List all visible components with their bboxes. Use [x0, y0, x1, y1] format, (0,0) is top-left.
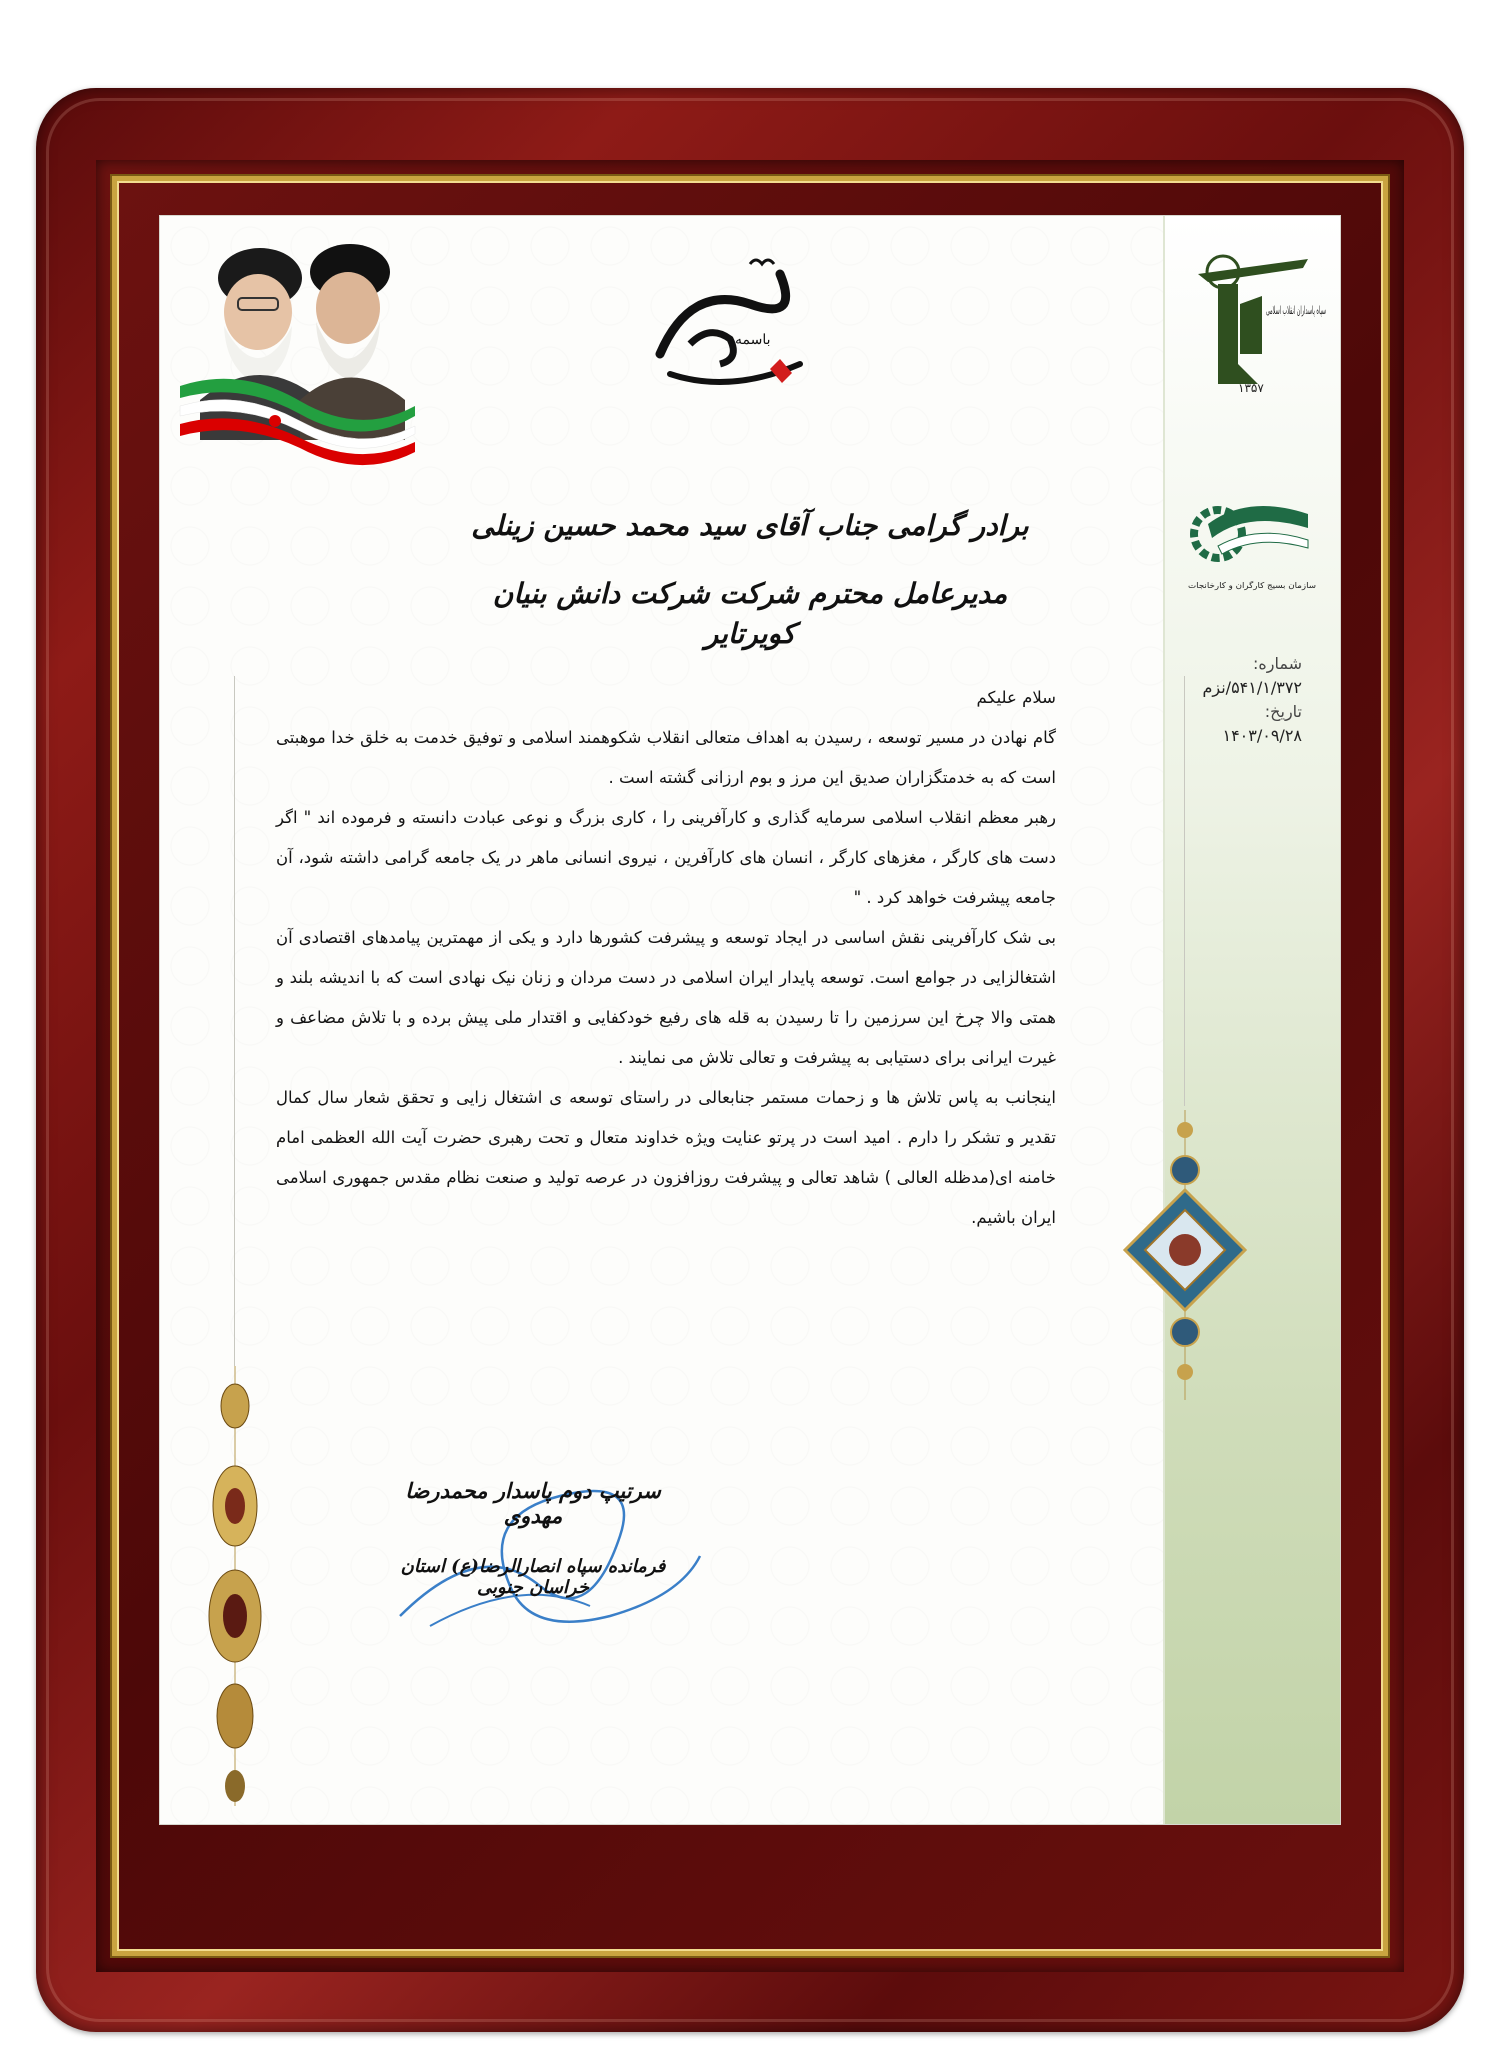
- paragraph-3: بی شک کارآفرینی نقش اساسی در ایجاد توسعه و پیشرفت کشورها دارد و یکی از مهمترین پیامدهای اقتصادی آن اشتغالزایی در جوامع است. توسعه پایدار ایران اسلامی در دست مردان و زنان نیک نهادی است که با اندیشه بلند و همتی والا چرخ این سرزمین را تا رسیدن به قله های رفیع خودکفایی و اقتدار ملی پیش برده و با تلاش مضاعف و غیرت ایرانی برای دستیابی به پیشرفت و تعالی تلاش می نمایند .: [276, 928, 1056, 1067]
- basij-label: سازمان بسیج کارگران و کارخانجات: [1188, 581, 1306, 590]
- signatory-name: سرتیپ دوم پاسدار محمدرضا مهدوی: [405, 1478, 661, 1528]
- reference-block: [1202, 652, 1302, 748]
- date-label: تاریخ:: [1264, 702, 1302, 721]
- addressee-line-2: مدیرعامل محترم شرکت شرکت دانش بنیان کویرتایر: [492, 577, 1008, 650]
- number-label: شماره:: [1252, 654, 1302, 673]
- irgc-emblem-icon: [1178, 244, 1328, 394]
- iran-flag-ribbon: [180, 376, 415, 466]
- paragraph-4: اینجانب به پاس تلاش ها و زحمات مستمر جنابعالی در راستای توسعه ی اشتغال زایی و تحقق شعار سال کمال تقدیر و تشکر را دارم . امید است در پرتو عنایت ویژه خداوند متعال و تحت رهبری حضرت آیت الله العظمی امام خامنه ای(مدظله العالی ) شاهد تعالی و پیشرفت روزافزون در عرصه تولید و صنعت نظام مقدس جمهوری اسلامی ایران باشیم.: [276, 1088, 1056, 1227]
- left-vertical-line: [234, 676, 235, 1366]
- right-islamic-ornament-icon: [1115, 1110, 1255, 1400]
- irgc-label: سپاه پاسداران انقلاب اسلامی: [1266, 304, 1326, 317]
- right-decorative-band: [1165, 216, 1340, 1824]
- irgc-year: ۱۳۵۷: [1238, 381, 1264, 395]
- number-value: ۵۴۱/۱/۳۷۲/نزم: [1202, 678, 1302, 697]
- addressee-line-1: برادر گرامی جناب آقای سید محمد حسین زینلی: [471, 509, 1029, 542]
- basij-workers-emblem-icon: [1188, 484, 1318, 594]
- left-islamic-ornament-icon: [200, 1366, 270, 1806]
- paragraph-1: گام نهادن در مسیر توسعه ، رسیدن به اهداف متعالی انقلاب شکوهمند اسلامی و توفیق خدمت به خلق خدا موهبتی است که به خدمتگزاران صدیق این مرز و بوم ارزانی گشته است .: [276, 728, 1056, 787]
- letter-paper: [160, 216, 1340, 1824]
- bismillah-text: باسمه: [735, 332, 771, 348]
- right-vertical-line: [1184, 676, 1185, 1106]
- date-value: ۱۴۰۳/۰۹/۲۸: [1222, 726, 1302, 745]
- addressee-block: [460, 506, 1040, 654]
- greeting: سلام علیکم: [976, 688, 1056, 707]
- paragraph-2: رهبر معظم انقلاب اسلامی سرمایه گذاری و کارآفرینی را ، کاری بزرگ و نوعی عبادت دانسته و فرموده اند " اگر دست های کارگر ، مغزهای کارگر ، انسان های کارآفرین ، نیروی انسانی ماهر در یک جامعه گرامی داشته شود، آن جامعه پیشرفت خواهد کرد . ": [276, 808, 1056, 907]
- letter-body: [276, 678, 1056, 1238]
- band-divider: [1163, 216, 1165, 1824]
- signatory-title: فرمانده سپاه انصارالرضا(ع) استان خراسان جنوبی: [400, 1556, 666, 1598]
- bismillah-calligraphy: [630, 244, 830, 404]
